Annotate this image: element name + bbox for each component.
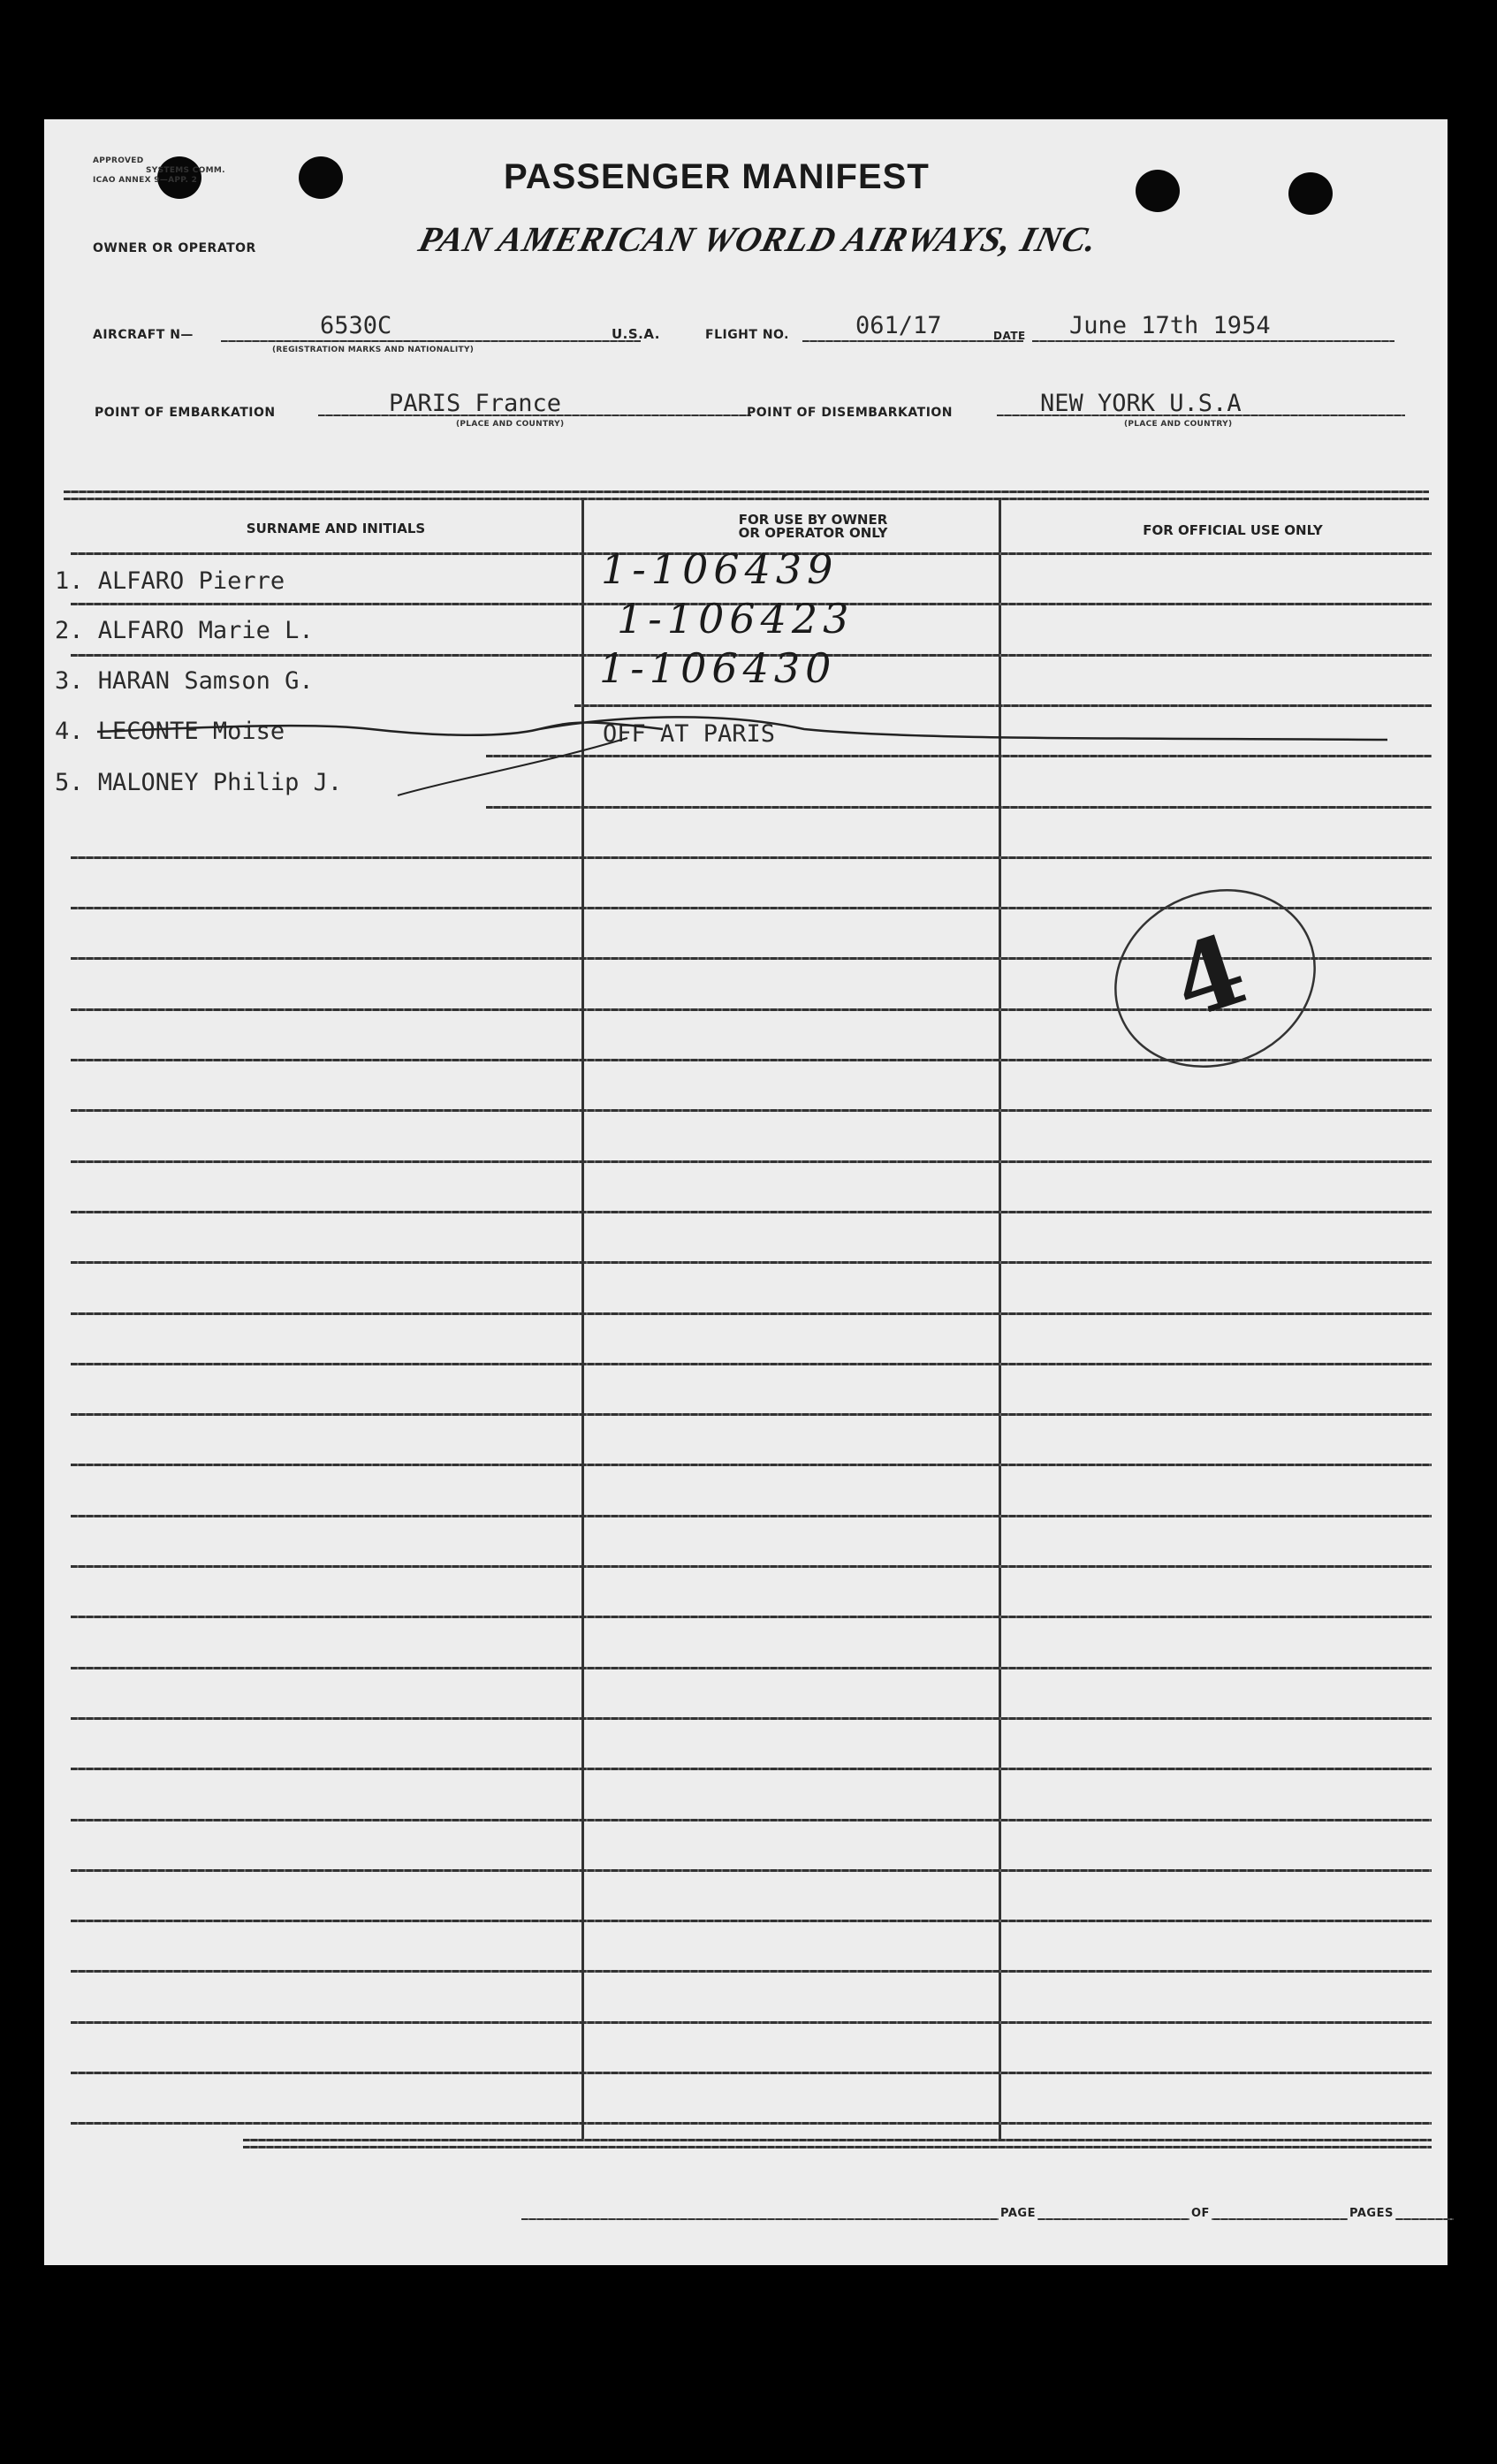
- passenger-name: MALONEY Philip J.: [97, 769, 343, 796]
- passenger-note: OFF AT PARIS: [603, 720, 776, 748]
- footer-rule: [521, 2218, 1454, 2220]
- flight-value: 061/17: [855, 312, 942, 339]
- annotation-mark: 4: [1159, 911, 1259, 1041]
- approval-line: APPROVED: [93, 156, 144, 165]
- column-header-name: SURNAME AND INITIALS: [246, 521, 426, 536]
- passenger-number: 1.: [55, 567, 84, 595]
- disembarkation-caption: (PLACE AND COUNTRY): [1124, 420, 1233, 429]
- disembarkation-label: POINT OF DISEMBARKATION: [747, 406, 954, 420]
- flight-label: FLIGHT NO.: [705, 328, 789, 342]
- passenger-name: ALFARO Marie L.: [97, 617, 314, 644]
- pages-label: PAGES: [1349, 2207, 1394, 2220]
- ticket-number: 1-106430: [599, 644, 837, 692]
- of-label: OF: [1191, 2207, 1210, 2220]
- disembarkation-value: NEW YORK U.S.A: [1040, 390, 1242, 417]
- column-header-owner-line: OR OPERATOR ONLY: [738, 525, 888, 541]
- page-label: PAGE: [1000, 2207, 1036, 2220]
- handwritten-marks: [44, 119, 1448, 2265]
- passenger-number: 2.: [55, 617, 84, 644]
- passenger-number: 5.: [55, 769, 84, 796]
- owner-label: OWNER OR OPERATOR: [93, 241, 256, 255]
- airline-name: PAN AMERICAN WORLD AIRWAYS, INC.: [414, 219, 1102, 259]
- aircraft-value: 6530C: [320, 312, 392, 339]
- approval-line: ICAO ANNEX 9—APP. 2: [93, 176, 198, 185]
- passenger-name: LECONTE Moise: [97, 718, 285, 745]
- ticket-number: 1-106439: [601, 545, 839, 593]
- approval-line: SYSTEMS COMM.: [146, 166, 225, 175]
- table-bottom-rule: [243, 2139, 1432, 2141]
- nationality-label: U.S.A.: [612, 326, 660, 342]
- date-value: June 17th 1954: [1069, 312, 1271, 339]
- ticket-number: 1-106423: [617, 595, 855, 643]
- passenger-number: 4.: [55, 718, 84, 745]
- embarkation-caption: (PLACE AND COUNTRY): [456, 420, 565, 429]
- strike-diagonal: [398, 738, 627, 795]
- document-title: PASSENGER MANIFEST: [504, 157, 930, 196]
- embarkation-value: PARIS France: [389, 390, 562, 417]
- passenger-name: ALFARO Pierre: [97, 567, 285, 595]
- strike-through-line: [97, 717, 1387, 740]
- aircraft-label: AIRCRAFT N—: [93, 328, 194, 342]
- passenger-name: HARAN Samson G.: [97, 667, 314, 695]
- column-header-owner-line: FOR USE BY OWNER: [738, 512, 888, 528]
- date-label: DATE: [993, 330, 1026, 342]
- embarkation-label: POINT OF EMBARKATION: [95, 406, 276, 420]
- manifest-form: [44, 119, 1448, 2265]
- table-bottom-rule: [243, 2146, 1432, 2148]
- aircraft-caption: (REGISTRATION MARKS AND NATIONALITY): [272, 346, 475, 354]
- column-header-official: FOR OFFICIAL USE ONLY: [1143, 522, 1323, 538]
- passenger-number: 3.: [55, 667, 84, 695]
